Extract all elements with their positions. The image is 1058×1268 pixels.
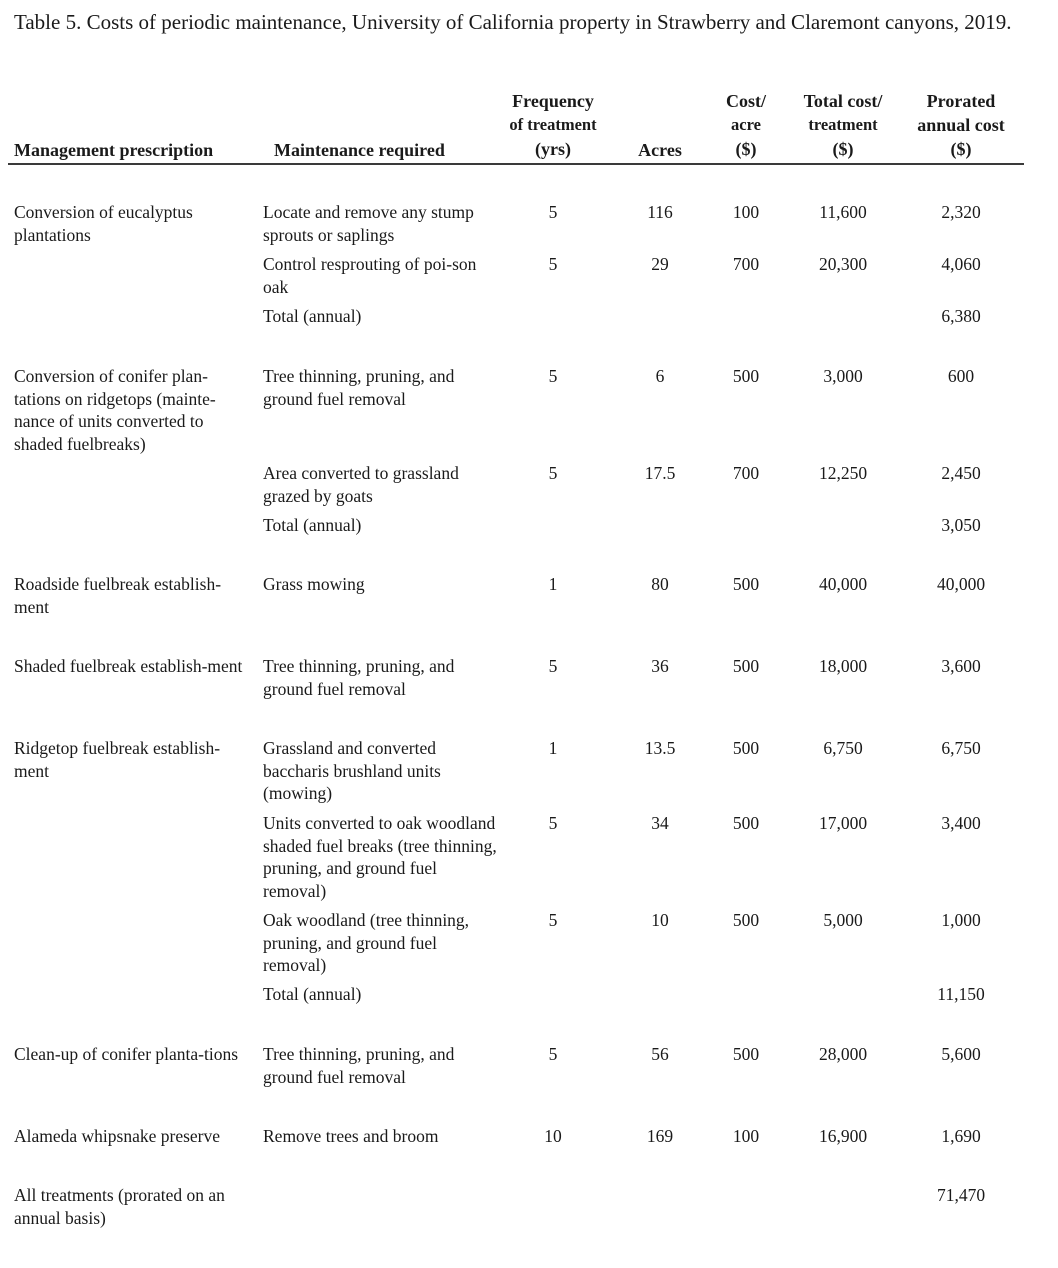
cell-frequency: 5 bbox=[548, 366, 558, 386]
cell-prorated: 6,380 bbox=[941, 306, 981, 326]
cell-total-cost: 17,000 bbox=[818, 813, 868, 833]
cell-maintenance: Locate and remove any stump sprouts or saplings bbox=[263, 202, 474, 245]
cell-cost-acre: 500 bbox=[732, 910, 760, 930]
cell-maintenance: Control resprouting of poi-son oak bbox=[263, 254, 477, 297]
cell-maintenance: Oak woodland (tree thinning, pruning, and ground fuel removal) bbox=[263, 910, 470, 975]
cell-acres: 6 bbox=[655, 366, 665, 386]
table-caption: Table 5. Costs of periodic maintenance, University of California property in Strawberry and Claremont canyons, 2019. bbox=[14, 10, 1012, 34]
cell-frequency: 5 bbox=[548, 1044, 558, 1064]
cell-maintenance: Tree thinning, pruning, and ground fuel removal bbox=[263, 656, 455, 699]
cell-acres: 10 bbox=[651, 910, 669, 930]
cell-cost-acre: 500 bbox=[732, 574, 760, 594]
cell-cost-acre: 500 bbox=[732, 366, 760, 386]
cell-acres: 36 bbox=[651, 656, 669, 676]
cell-prorated: 11,150 bbox=[937, 984, 985, 1004]
cell-total-cost: 18,000 bbox=[818, 656, 868, 676]
cell-total-cost: 12,250 bbox=[818, 463, 868, 483]
cell-maintenance: Grassland and converted baccharis brushland units (mowing) bbox=[263, 738, 441, 803]
cell-acres: 13.5 bbox=[644, 738, 676, 758]
cell-maintenance: Total (annual) bbox=[263, 515, 362, 535]
header-total-cost: Total cost/ treatment ($) bbox=[803, 91, 883, 159]
cell-prorated: 3,600 bbox=[941, 656, 981, 676]
cell-cost-acre: 700 bbox=[732, 463, 760, 483]
cell-prescription: Conversion of eucalyptus plantations bbox=[14, 202, 193, 245]
cell-prorated: 1,000 bbox=[941, 910, 981, 930]
cell-frequency: 1 bbox=[548, 738, 558, 758]
header-rule bbox=[8, 163, 1024, 165]
cell-frequency: 5 bbox=[548, 463, 558, 483]
cell-total-cost: 5,000 bbox=[823, 910, 863, 930]
header-acres: Acres bbox=[638, 140, 682, 160]
cell-acres: 17.5 bbox=[644, 463, 676, 483]
cell-cost-acre: 100 bbox=[732, 202, 760, 222]
cell-prorated: 6,750 bbox=[941, 738, 981, 758]
cell-frequency: 5 bbox=[548, 813, 558, 833]
cell-total-cost: 6,750 bbox=[823, 738, 863, 758]
cell-maintenance: Tree thinning, pruning, and ground fuel removal bbox=[263, 366, 455, 409]
cell-prescription: Alameda whipsnake preserve bbox=[14, 1126, 221, 1146]
cell-total-cost: 40,000 bbox=[818, 574, 868, 594]
cell-total-cost: 28,000 bbox=[818, 1044, 868, 1064]
cell-frequency: 1 bbox=[548, 574, 558, 594]
cell-frequency: 10 bbox=[544, 1126, 562, 1146]
cell-prescription: Conversion of conifer plan-tations on ridgetops (mainte-nance of units converted to shaded fuelbreaks) bbox=[14, 366, 216, 454]
cell-cost-acre: 500 bbox=[732, 656, 760, 676]
cell-cost-acre: 100 bbox=[732, 1126, 760, 1146]
header-prorated: Prorated annual cost ($) bbox=[917, 91, 1005, 159]
cell-prescription: Ridgetop fuelbreak establish-ment bbox=[14, 738, 221, 781]
cell-prorated: 1,690 bbox=[941, 1126, 981, 1146]
cell-maintenance: Total (annual) bbox=[263, 306, 362, 326]
cell-cost-acre: 700 bbox=[732, 254, 760, 274]
cell-maintenance: Area converted to grassland grazed by goats bbox=[263, 463, 459, 506]
cell-cost-acre: 500 bbox=[732, 1044, 760, 1064]
cell-prescription: Clean-up of conifer planta-tions bbox=[14, 1044, 239, 1064]
cell-acres: 56 bbox=[651, 1044, 669, 1064]
cell-total-cost: 3,000 bbox=[823, 366, 863, 386]
cell-prorated: 3,050 bbox=[941, 515, 981, 535]
cell-prorated: 2,450 bbox=[941, 463, 981, 483]
cell-prorated: 600 bbox=[947, 366, 975, 386]
header-prescription: Management prescription bbox=[14, 140, 214, 160]
cell-total-cost: 11,600 bbox=[819, 202, 867, 222]
cell-frequency: 5 bbox=[548, 910, 558, 930]
cell-acres: 80 bbox=[651, 574, 669, 594]
cell-acres: 116 bbox=[647, 202, 673, 222]
cell-acres: 169 bbox=[646, 1126, 674, 1146]
cell-maintenance: Units converted to oak woodland shaded fuel breaks (tree thinning, pruning, and ground fuel removal) bbox=[263, 813, 497, 901]
cell-total-cost: 16,900 bbox=[818, 1126, 868, 1146]
cell-frequency: 5 bbox=[548, 656, 558, 676]
cell-acres: 29 bbox=[651, 254, 669, 274]
cell-prorated: 71,470 bbox=[936, 1185, 986, 1205]
cell-cost-acre: 500 bbox=[732, 813, 760, 833]
cell-cost-acre: 500 bbox=[732, 738, 760, 758]
cell-total-cost: 20,300 bbox=[818, 254, 868, 274]
header-frequency: Frequency of treatment (yrs) bbox=[509, 91, 597, 159]
cell-maintenance: Total (annual) bbox=[263, 984, 362, 1004]
cell-frequency: 5 bbox=[548, 202, 558, 222]
cell-prorated: 40,000 bbox=[936, 574, 986, 594]
cell-frequency: 5 bbox=[548, 254, 558, 274]
cell-prescription: All treatments (prorated on an annual basis) bbox=[14, 1185, 225, 1228]
cell-maintenance: Grass mowing bbox=[263, 574, 365, 594]
cell-prorated: 5,600 bbox=[941, 1044, 981, 1064]
cell-maintenance: Tree thinning, pruning, and ground fuel removal bbox=[263, 1044, 455, 1087]
cell-acres: 34 bbox=[651, 813, 669, 833]
cell-prorated: 3,400 bbox=[941, 813, 981, 833]
cell-prorated: 2,320 bbox=[941, 202, 981, 222]
header-maintenance: Maintenance required bbox=[274, 140, 445, 160]
header-cost-acre: Cost/ acre ($) bbox=[726, 91, 766, 159]
cell-prescription: Roadside fuelbreak establish-ment bbox=[14, 574, 222, 617]
cell-prescription: Shaded fuelbreak establish-ment bbox=[14, 656, 243, 676]
cell-maintenance: Remove trees and broom bbox=[263, 1126, 439, 1146]
cell-prorated: 4,060 bbox=[941, 254, 981, 274]
